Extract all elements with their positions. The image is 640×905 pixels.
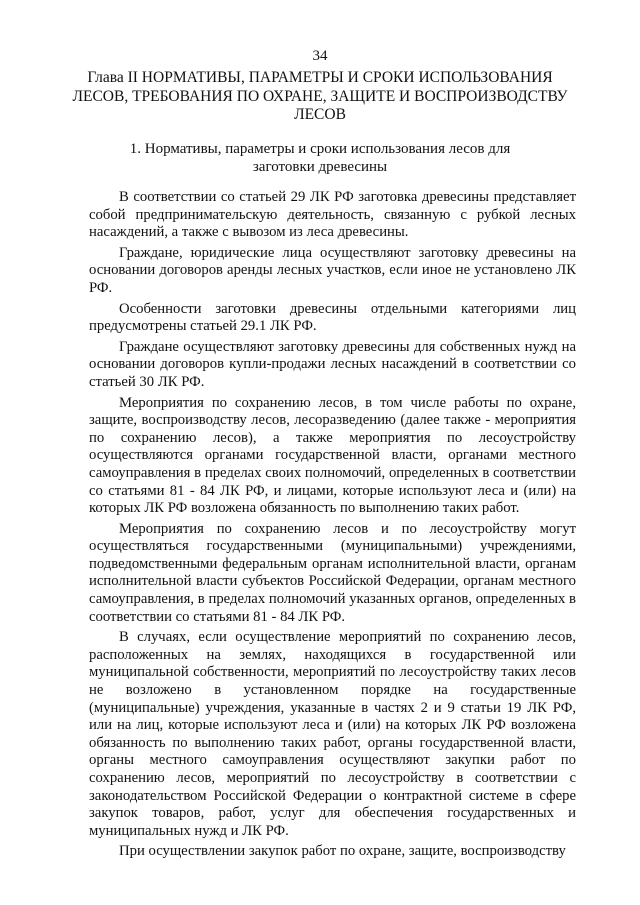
- page-number: 34: [312, 48, 328, 64]
- paragraph: При осуществлении закупок работ по охране, защите, воспроизводству: [119, 843, 566, 860]
- section-title: 1. Нормативы, параметры и сроки использования лесов для заготовки древесины: [129, 141, 511, 175]
- chapter-title: Глава II НОРМАТИВЫ, ПАРАМЕТРЫ И СРОКИ ИСПОЛЬЗОВАНИЯ ЛЕСОВ, ТРЕБОВАНИЯ ПО ОХРАНЕ, ЗАЩИТЕ И ВОСПРОИЗВОДСТВУ ЛЕСОВ: [72, 69, 568, 123]
- body-text: [89, 189, 576, 861]
- paragraph: Особенности заготовки древесины отдельными категориями лиц предусмотрены статьей 29.1 ЛК РФ.: [89, 300, 576, 335]
- paragraph: В случаях, если осуществление мероприятий по сохранению лесов, расположенных на землях, находящихся в государственной или муниципальной собственности, мероприятий по лесоустройству таких лесов не возложено в установленном порядке на государственные (муниципальные) учреждения, указанные в частях 2 и 9 статьи 19 ЛК РФ, или на лиц, которые используют леса и (или) на которых ЛК РФ возложена обязанность по выполнению таких работ, органы государственной власти, органы местного самоуправления осуществляют закупки работ по сохранению лесов, мероприятий по лесоустройству в соответствии с законодательством Российской Федерации о контрактной системе в сфере закупок товаров, работ, услуг для обеспечения государственных и муниципальных нужд и ЛК РФ.: [89, 629, 576, 839]
- paragraph: Мероприятия по сохранению лесов и по лесоустройству могут осуществляться государственными (муниципальными) учреждениями, подведомственными федеральным органам исполнительной власти, органам исполнительной власти субъектов Российской Федерации, органам местного самоуправления, в пределах полномочий указанных органов, определенных в соответствии со статьями 81 - 84 ЛК РФ.: [89, 520, 576, 625]
- paragraph: Мероприятия по сохранению лесов, в том числе работы по охране, защите, воспроизводству лесов, лесоразведению (далее также - мероприятия по сохранению лесов), а также мероприятия по лесоустройству осуществляются органами государственной власти, органами местного самоуправления в пределах своих полномочий, определенных в соответствии со статьями 81 - 84 ЛК РФ, и лицами, которые используют леса и (или) на которых ЛК РФ возложена обязанность по выполнению таких работ.: [89, 394, 576, 517]
- paragraph: В соответствии со статьей 29 ЛК РФ заготовка древесины представляет собой предпринимательскую деятельность, связанную с рубкой лесных насаждений, а также с вывозом из леса древесины.: [89, 189, 576, 241]
- paragraph: Граждане осуществляют заготовку древесины для собственных нужд на основании договоров купли-продажи лесных насаждений в соответствии со статьей 30 ЛК РФ.: [89, 338, 576, 390]
- paragraph: Граждане, юридические лица осуществляют заготовку древесины на основании договоров аренды лесных участков, если иное не установлено ЛК РФ.: [89, 244, 576, 296]
